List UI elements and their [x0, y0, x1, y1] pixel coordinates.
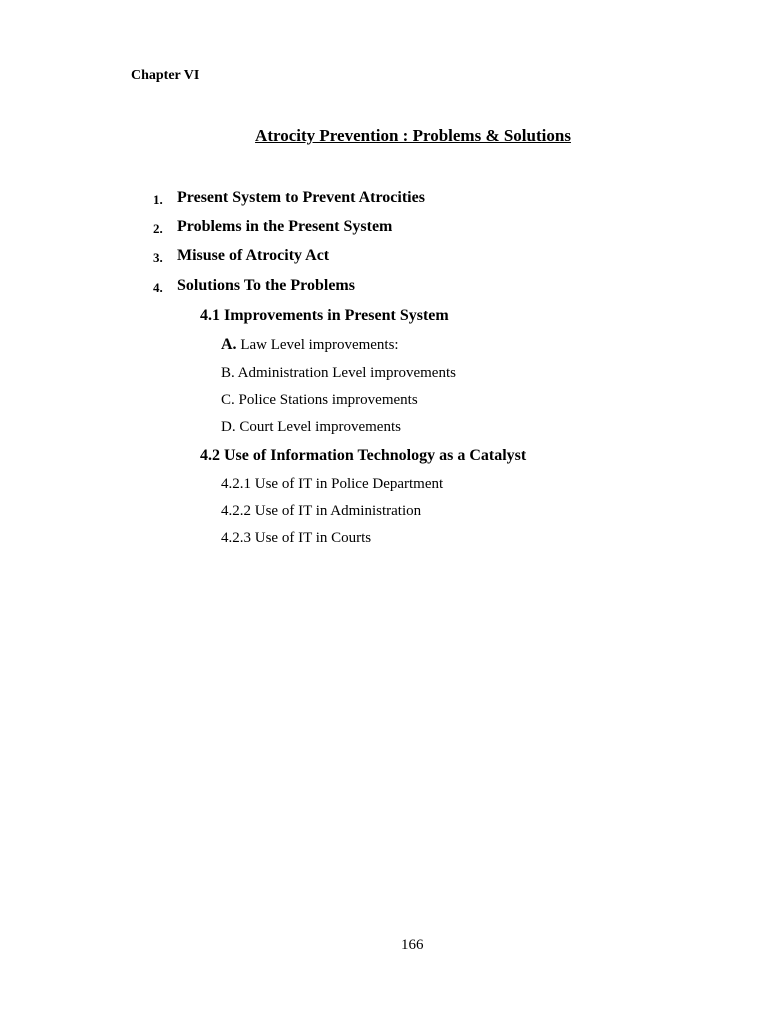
section-4-1-item-a: [221, 336, 399, 354]
list-item-1: Present System to Prevent Atrocities: [177, 189, 425, 206]
section-4-2-item-2: 4.2.2 Use of IT in Administration: [221, 503, 422, 519]
section-4-2-heading: 4.2 Use of Information Technology as a Catalyst: [200, 447, 527, 464]
section-4-1-item-c: C. Police Stations improvements: [221, 392, 418, 408]
section-4-1-item-a-prefix: A.: [221, 336, 237, 353]
page-number: 166: [401, 937, 424, 953]
page-title: Atrocity Prevention : Problems & Solutions: [255, 126, 571, 145]
list-item-2: Problems in the Present System: [177, 218, 393, 235]
list-item-3: Misuse of Atrocity Act: [177, 247, 330, 264]
section-4-1-item-b: B. Administration Level improvements: [221, 365, 456, 381]
section-4-1-item-d: D. Court Level improvements: [221, 419, 401, 435]
list-item-number-3: 3.: [153, 250, 163, 265]
section-4-2-item-3: 4.2.3 Use of IT in Courts: [221, 530, 372, 546]
section-4-2-item-1: 4.2.1 Use of IT in Police Department: [221, 476, 444, 492]
list-item-number-4: 4.: [153, 280, 163, 295]
chapter-label: Chapter VI: [131, 68, 200, 83]
list-item-4: Solutions To the Problems: [177, 277, 355, 294]
list-item-number-1: 1.: [153, 192, 163, 207]
section-4-1-heading: 4.1 Improvements in Present System: [200, 307, 449, 324]
list-item-number-2: 2.: [153, 221, 163, 236]
section-4-1-item-a-label: Law Level improvements:: [236, 337, 399, 353]
